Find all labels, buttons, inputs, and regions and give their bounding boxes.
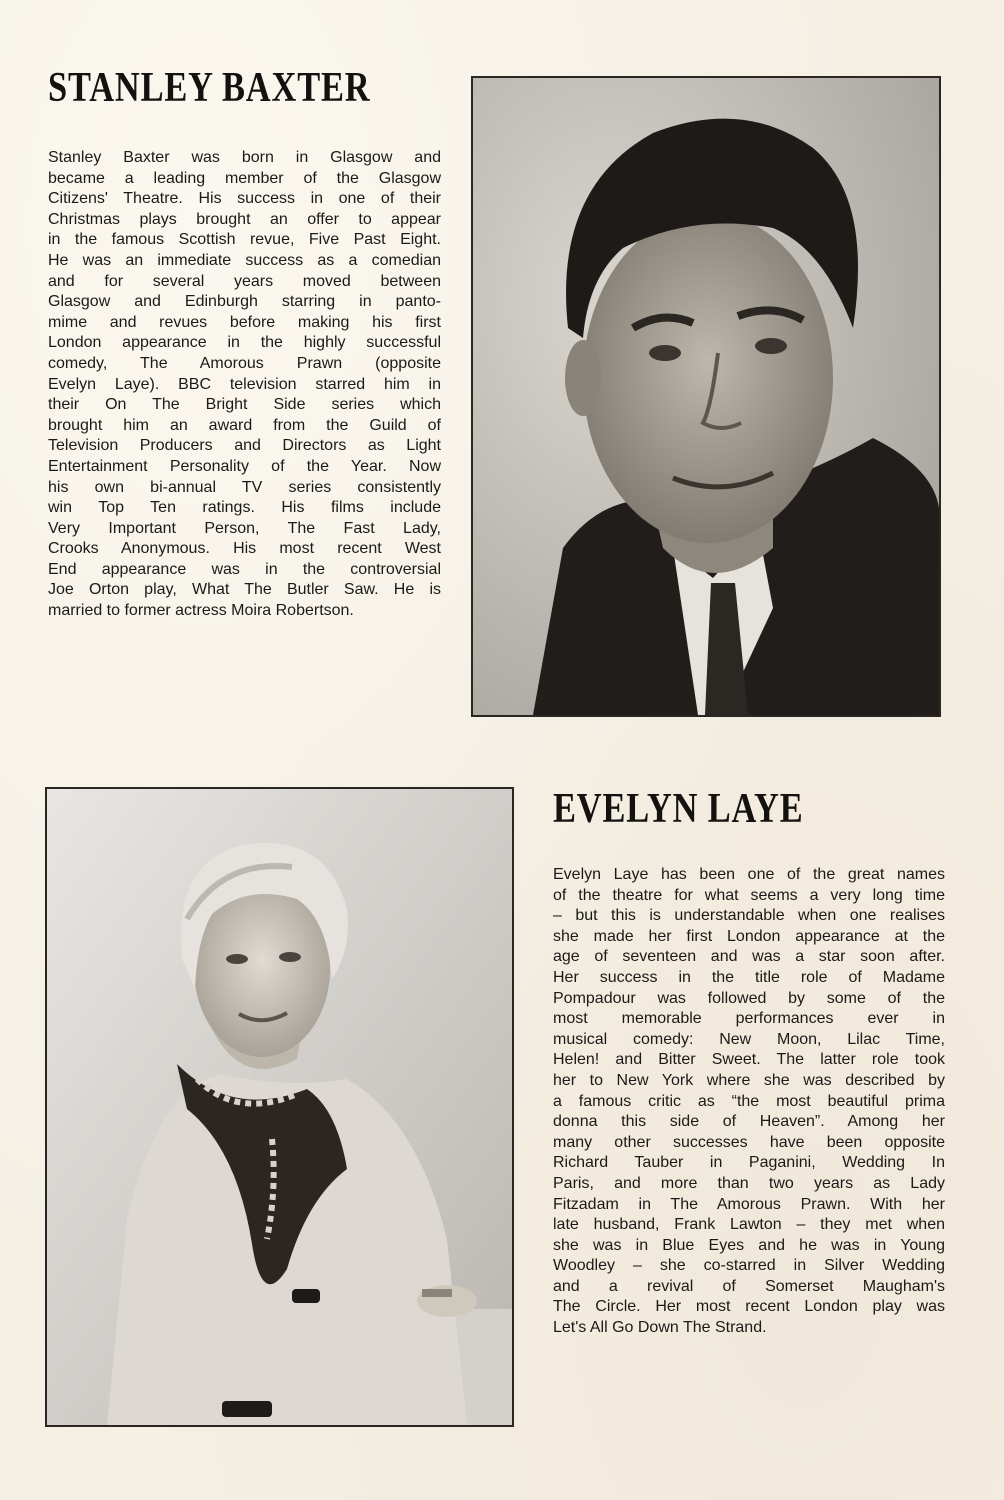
bio-line: Paris, and more than two years as Lady <box>553 1174 945 1192</box>
bio-line: late husband, Frank Lawton – they met when <box>553 1216 945 1234</box>
laye-biography <box>553 865 945 1339</box>
bio-line: win Top Ten ratings. His films include <box>48 499 441 517</box>
bio-line: his own bi-annual TV series consistently <box>48 478 441 496</box>
bio-line: she made her first London appearance at the <box>553 927 945 945</box>
bio-line: Helen! and Bitter Sweet. The latter role took <box>553 1051 945 1069</box>
bio-line: her to New York where she was described by <box>553 1071 945 1089</box>
laye-portrait-photo <box>45 787 514 1427</box>
baxter-portrait-photo <box>471 76 941 717</box>
bio-line: Pompadour was followed by some of the <box>553 989 945 1007</box>
bio-line: mime and revues before making his first <box>48 313 441 331</box>
bio-line: Citizens' Theatre. His success in one of their <box>48 190 441 208</box>
bio-line: Fitzadam in The Amorous Prawn. With her <box>553 1195 945 1213</box>
bio-line: donna this side of Heaven”. Among her <box>553 1113 945 1131</box>
bio-line: Evelyn Laye has been one of the great names <box>553 866 945 883</box>
bio-line: London appearance in the highly successful <box>48 334 441 352</box>
bio-line: and a revival of Somerset Maugham's <box>553 1277 945 1295</box>
bio-line: – but this is understandable when one realises <box>553 907 945 925</box>
bio-line: in the famous Scottish revue, Five Past Eight. <box>48 231 441 249</box>
bio-line: Entertainment Personality of the Year. Now <box>48 457 441 475</box>
bio-line: a famous critic as “the most beautiful prima <box>553 1092 945 1110</box>
bio-line: Richard Tauber in Paganini, Wedding In <box>553 1154 945 1172</box>
bio-line: most memorable performances ever in <box>553 1010 945 1028</box>
baxter-biography <box>48 148 441 622</box>
bio-line: and for several years moved between <box>48 272 441 290</box>
laye-portrait-image <box>47 789 512 1425</box>
bio-line: Crooks Anonymous. His most recent West <box>48 540 441 558</box>
bio-line: musical comedy: New Moon, Lilac Time, <box>553 1030 945 1048</box>
bio-line: Joe Orton play, What The Butler Saw. He is <box>48 581 441 599</box>
bio-line: End appearance was in the controversial <box>48 560 441 578</box>
bio-line: Very Important Person, The Fast Lady, <box>48 519 441 537</box>
bio-line: of the theatre for what seems a very long time <box>553 886 945 904</box>
bio-line: married to former actress Moira Robertson. <box>48 602 354 620</box>
bio-line: Woodley – she co-starred in Silver Wedding <box>553 1257 945 1275</box>
bio-line: Evelyn Laye). BBC television starred him in <box>48 375 441 393</box>
bio-line: Her success in the title role of Madame <box>553 968 945 986</box>
bio-line: brought him an award from the Guild of <box>48 416 441 434</box>
baxter-heading: STANLEY BAXTER <box>48 65 371 111</box>
bio-line: many other successes have been opposite <box>553 1133 945 1151</box>
laye-heading: EVELYN LAYE <box>553 786 804 832</box>
bio-line: she was in Blue Eyes and he was in Young <box>553 1236 945 1254</box>
baxter-portrait-image <box>473 78 939 715</box>
bio-line: Glasgow and Edinburgh starring in panto- <box>48 293 441 311</box>
bio-line: Television Producers and Directors as Light <box>48 437 441 455</box>
bio-line: He was an immediate success as a comedian <box>48 251 441 269</box>
bio-line: age of seventeen and was a star soon after. <box>553 948 945 966</box>
bio-line: Stanley Baxter was born in Glasgow and <box>48 149 441 166</box>
bio-line: Let's All Go Down The Strand. <box>553 1319 767 1337</box>
bio-line: Christmas plays brought an offer to appear <box>48 210 441 228</box>
bio-line: their On The Bright Side series which <box>48 396 441 414</box>
bio-line: The Circle. Her most recent London play was <box>553 1298 945 1316</box>
bio-line: became a leading member of the Glasgow <box>48 169 441 187</box>
bio-line: comedy, The Amorous Prawn (opposite <box>48 354 441 372</box>
